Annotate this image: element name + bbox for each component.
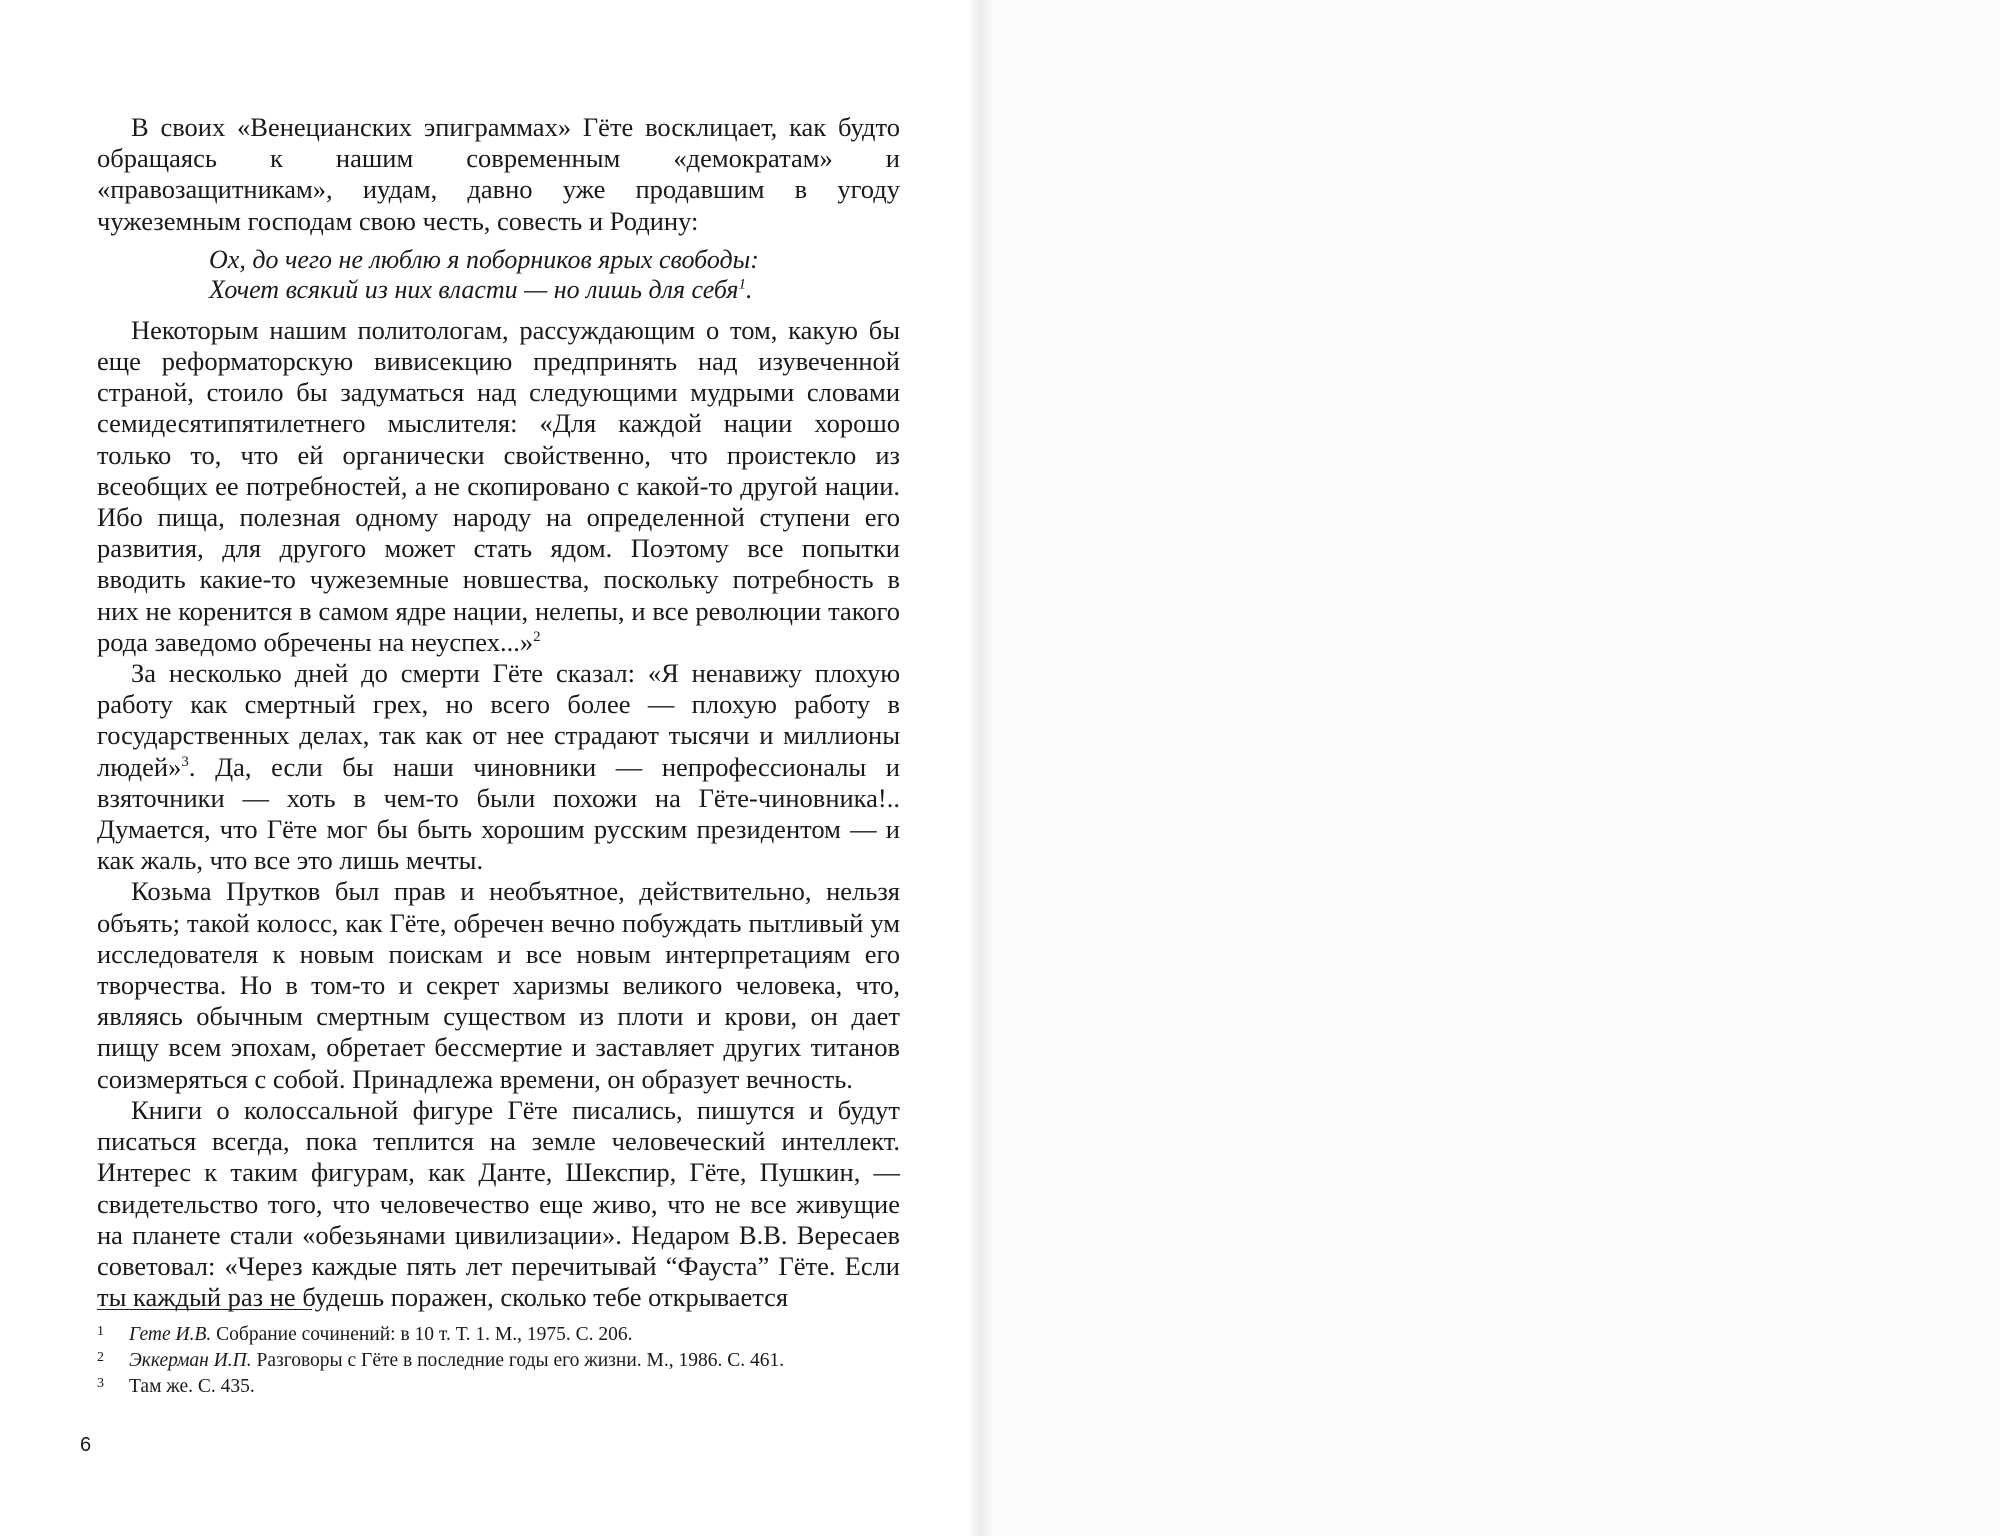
paragraph: [97, 658, 900, 876]
left-page: [0, 0, 980, 1536]
footnote-ref: 1: [738, 276, 746, 293]
epigram-end: .: [745, 274, 753, 304]
epigram-line-text: Хочет всякий из них власти — но лишь для себя: [209, 274, 739, 304]
paragraph: [97, 315, 900, 658]
footnotes-left: [97, 1322, 917, 1400]
footnote: [97, 1322, 917, 1348]
epigram-line: [209, 275, 900, 305]
right-page: [980, 0, 2000, 1536]
paragraph-text: За несколько дней до смерти Гёте сказал: «Я ненавижу плохую работу как смертный грех, но всего более — плохую работу в государственных делах, так как от нее страдают тысячи и миллионы людей»: [97, 658, 900, 782]
paragraph: В своих «Венецианских эпиграммах» Гёте восклицает, как будто обращаясь к нашим современным «демократам» и «правозащитникам», иудам, давно уже продавшим в угоду чужеземным господам свою честь, совесть и Родину:: [97, 112, 900, 236]
footnote-author: Гете И.В.: [129, 1324, 212, 1345]
paragraph-text: . Да, если бы наши чиновники — непрофессионалы и взяточники — хоть в чем-то были похожи на Гёте-чиновника!.. Думается, что Гёте мог бы быть хорошим русским президентом — и как жаль, что все это лишь мечты.: [97, 751, 900, 876]
footnote: [97, 1348, 917, 1374]
footnote-rule: [97, 1309, 312, 1310]
epigram-line: Ох, до чего не люблю я поборников ярых свободы:: [209, 244, 759, 274]
footnote-mark: 3: [97, 1376, 104, 1391]
footnote-citation: Разговоры с Гёте в последние годы его жизни. М., 1986. С. 461.: [251, 1350, 785, 1371]
footnote-text: [129, 1374, 917, 1400]
footnote-citation: Собрание сочинений: в 10 т. Т. 1. М., 1975. С. 206.: [211, 1324, 633, 1345]
footnote-ref: 3: [181, 753, 189, 770]
footnote-mark: 1: [97, 1324, 104, 1339]
footnote-citation: Там же. С. 435.: [129, 1376, 255, 1397]
paragraph: Козьма Прутков был прав и необъятное, действительно, нельзя объять; такой колосс, как Гёте, обречен вечно побуждать пытливый ум исследователя к новым поискам и все новым интерпретациям его творчества. Но в том-то и секрет харизмы великого человека, что, являясь обычным смертным существом из плоти и крови, он дает пищу всем эпохам, обретает бессмертие и заставляет других титанов соизмеряться с собой. Принадлежа времени, он образует вечность.: [97, 876, 900, 1094]
footnote-author: Эккерман И.П.: [129, 1350, 252, 1371]
paragraph: Книги о колоссальной фигуре Гёте писались, пишутся и будут писаться всегда, пока теплится на земле человеческий интеллект. Интерес к таким фигурам, как Данте, Шекспир, Гёте, Пушкин, — свидетельство того, что человечество еще живо, что не все живущие на планете стали «обезьянами цивилизации». Недаром В.В. Вересаев советовал: «Через каждые пять лет перечитывай “Фауста” Гёте. Если ты каждый раз не будешь поражен, сколько тебе открывается: [97, 1094, 900, 1313]
footnote-text: [129, 1322, 917, 1348]
footnote-text: [129, 1348, 917, 1374]
footnote-mark: 2: [97, 1350, 104, 1365]
page-number: 6: [80, 1434, 92, 1456]
footnote: [97, 1374, 917, 1400]
footnote-ref: 2: [533, 629, 541, 646]
epigram-quote: [209, 245, 900, 305]
paragraph-text: Некоторым нашим политологам, рассуждающим о том, какую бы еще реформаторскую вивисекцию предпринять над изувеченной страной, стоило бы задуматься над следующими мудрыми словами семидесятипятилетнего мыслителя: «Для каждой нации хорошо только то, что ей органически свойственно, что проистекло из всеобщих ее потребностей, а не скопировано с какой-то другой нации. Ибо пища, полезная одному народу на определенной ступени его развития, для другого может стать ядом. Поэтому все попытки вводить какие-то чужеземные новшества, поскольку потребность в них не коренится в самом ядре нации, нелепы, и все революции такого рода заведомо обречены на неуспех...»: [97, 314, 900, 657]
book-gutter: [968, 0, 992, 1536]
left-body-text: [97, 112, 900, 1313]
